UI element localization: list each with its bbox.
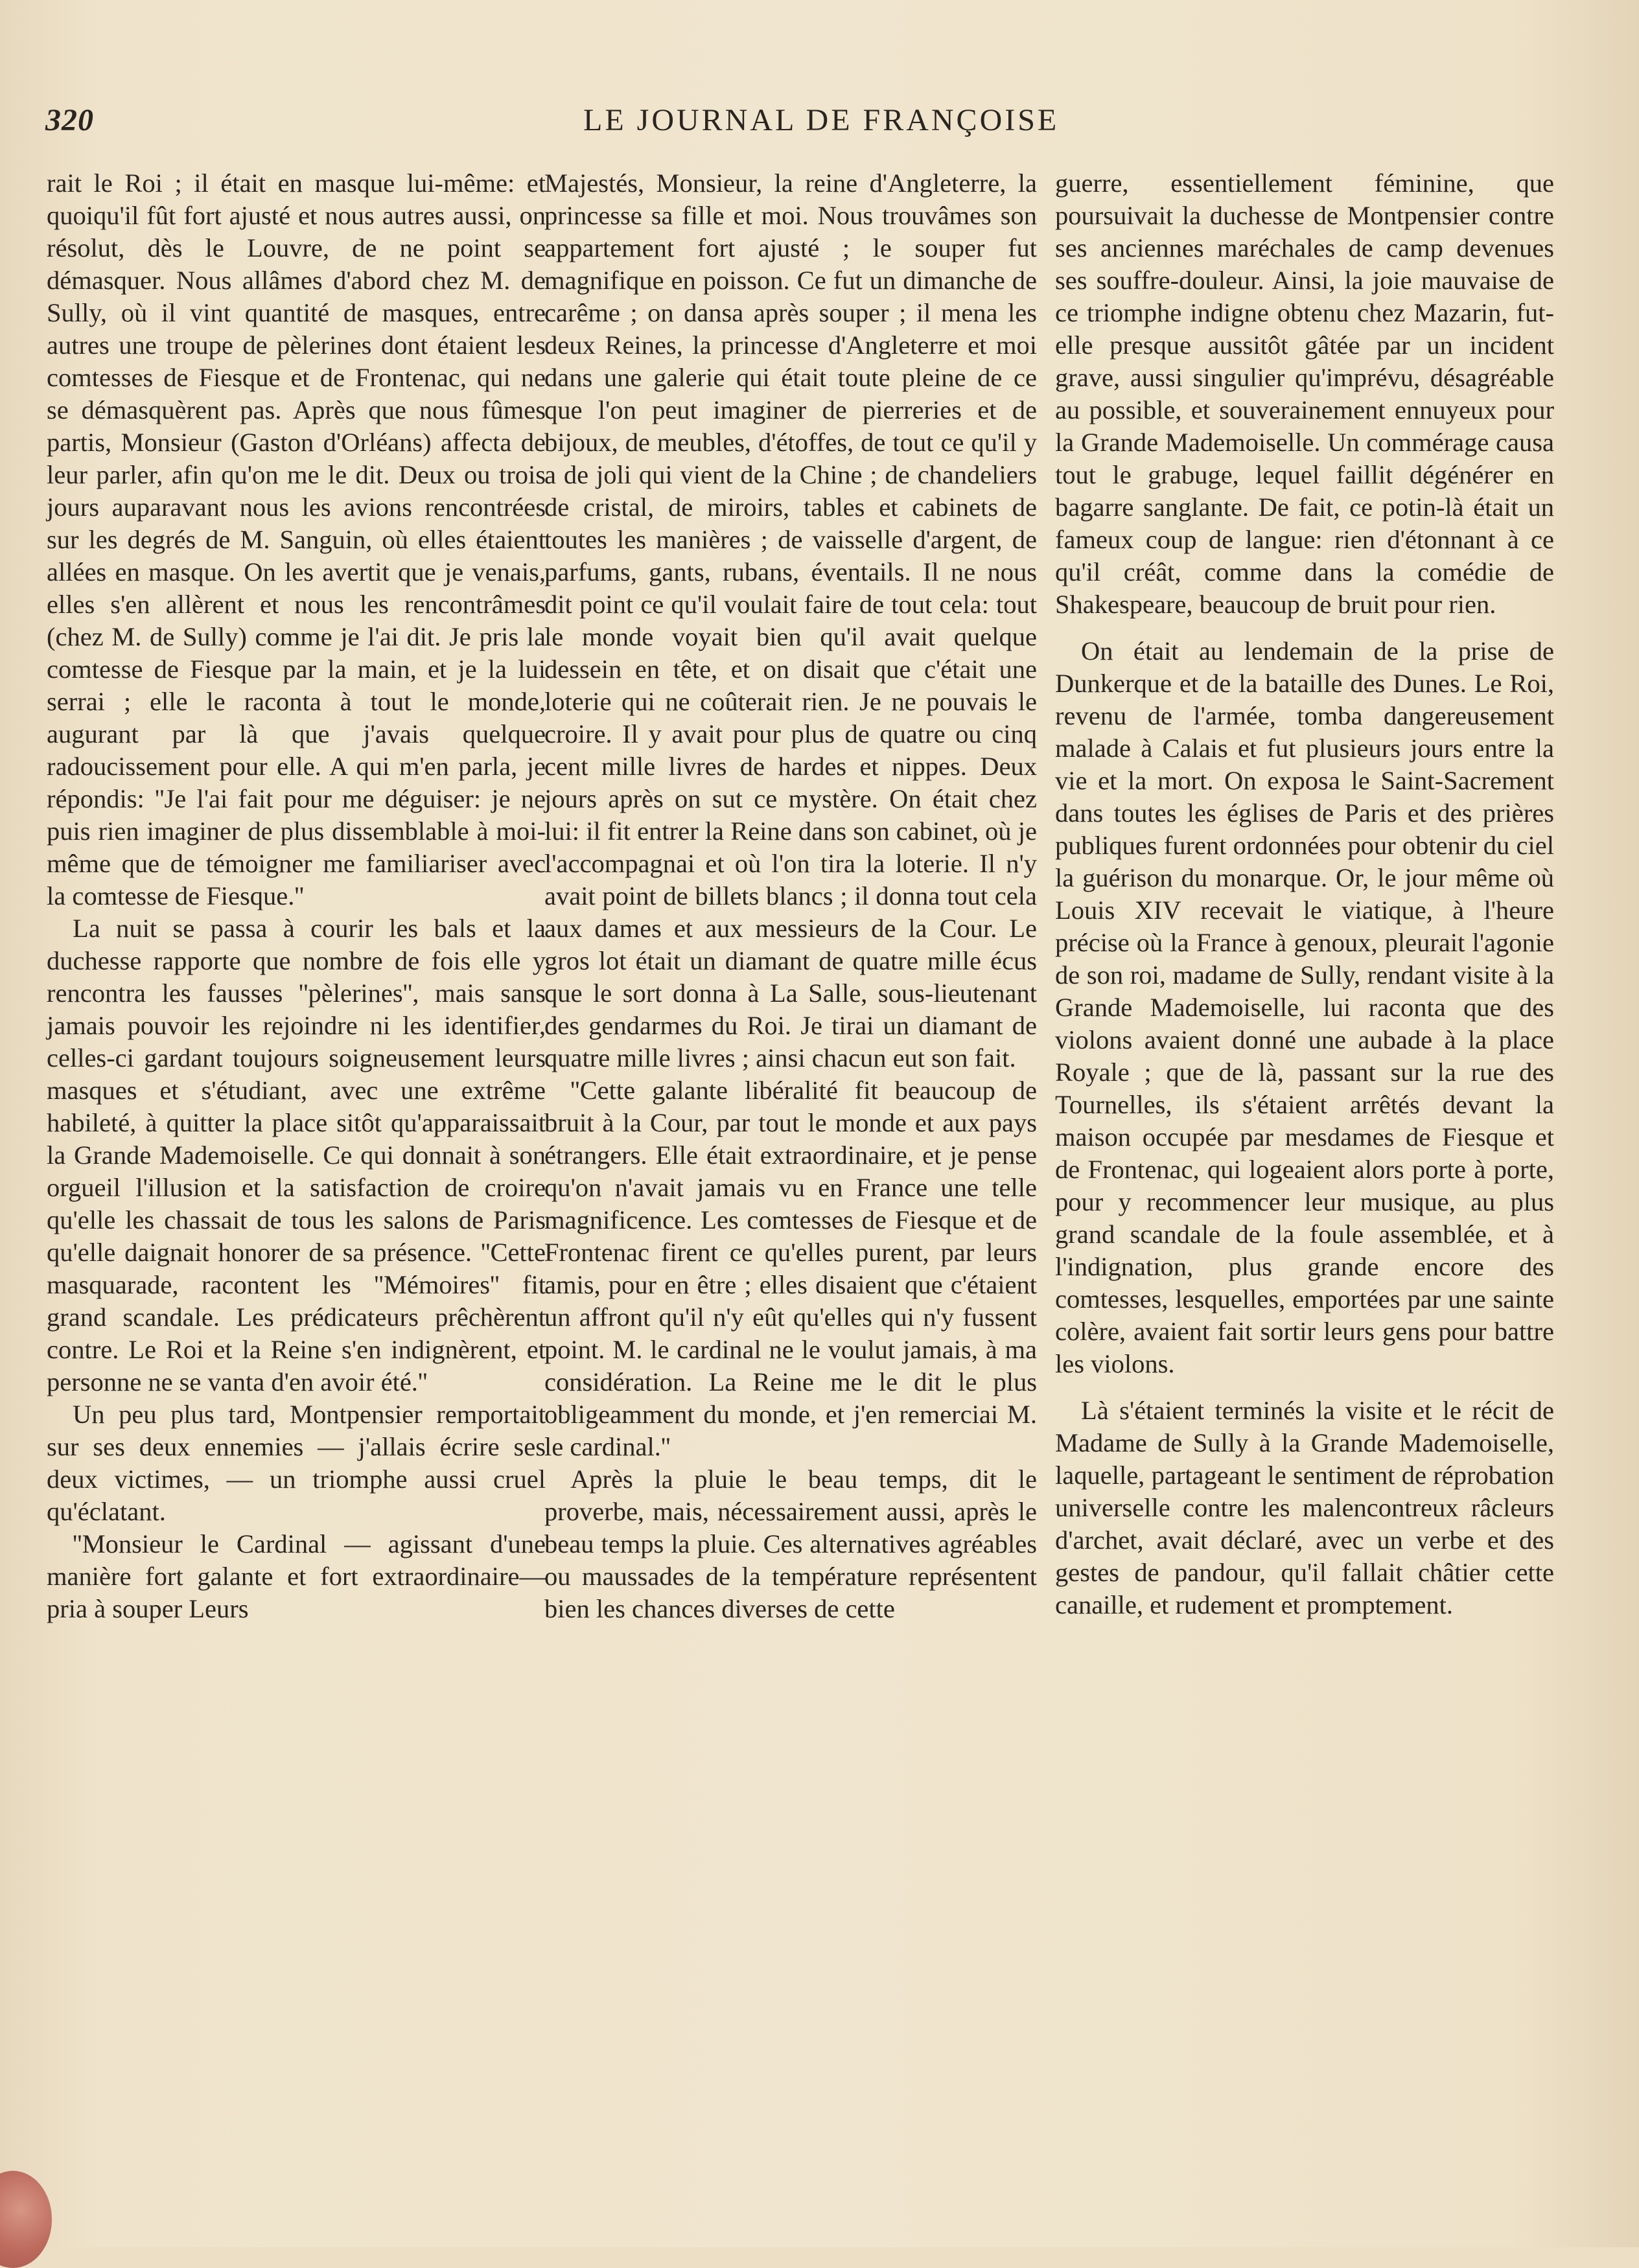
library-stamp-mark (0, 2171, 52, 2268)
paragraph: On était au lendemain de la prise de Dunkerque et de la bataille des Dunes. Le Roi, revenu de l'armée, tomba dangereusement malade à Calais et fut plusieurs jours entre la vie et la mort. On exposa le Saint-Sacrement dans toutes les églises de Paris et des prières publiques furent ordonnées pour obtenir du ciel la guérison du monarque. Or, le jour même où Louis XIV recevait le viatique, à l'heure précise où la France à genoux, pleurait l'agonie de son roi, madame de Sully, rendant visite à la Grande Mademoiselle, lui raconta que des violons avaient donné une aubade à la place Royale ; que de là, passant sur la rue des Tournelles, ils s'étaient arrêtés devant la maison occupée par mesdames de Fiesque et de Frontenac, qui logeaient alors porte à porte, pour y recommencer leur musique, au plus grand scandale de la foule assemblée, et à l'indignation, plus grande encore des comtesses, lesquelles, emportées par une sainte colère, avaient fait sortir leurs gens pour battre les violons. (1055, 636, 1554, 1378)
text-column-right (1055, 167, 1554, 1621)
paragraph: rait le Roi ; il était en masque lui-même: et quoiqu'il fût fort ajusté et nous autres aussi, on résolut, dès le Louvre, de ne point se démasquer. Nous allâmes d'abord chez M. de Sully, où il vint quantité de masques, entre autres une troupe de pèlerines dont étaient les comtesses de Fiesque et de Frontenac, qui ne se démasquèrent pas. Après que nous fûmes partis, Monsieur (Gaston d'Orléans) affecta de leur parler, afin qu'on me le dit. Deux ou trois jours auparavant nous les avions rencontrées sur les degrés de M. Sanguin, où elles étaient allées en masque. On les avertit que je venais, elles s'en allèrent et nous les rencontrâmes (chez M. de Sully) comme je l'ai dit. Je pris la comtesse de Fiesque par la main, et je la lui serrai ; elle le raconta à tout le monde, augurant par là que j'avais quelque radoucissement pour elle. A qui m'en parla, je répondis: ''Je l'ai fait pour me déguiser: je ne puis rien imaginer de plus dissemblable à moi-même que de témoigner me familiariser avec la comtesse de Fiesque.'' (47, 168, 546, 910)
paragraph: Après la pluie le beau temps, dit le proverbe, mais, nécessairement aussi, après le beau temps la pluie. Ces alternatives agréables ou maussades de la température représentent bien les chances diverses de cette (544, 1464, 1037, 1623)
text-column-middle (544, 167, 1037, 1625)
paragraph: Majestés, Monsieur, la reine d'Angleterre, la princesse sa fille et moi. Nous trouvâmes son appartement fort ajusté ; le souper fut magnifique en poisson. Ce fut un dimanche de carême ; on dansa après souper ; il mena les deux Reines, la princesse d'Angleterre et moi dans une galerie qui était toute pleine de ce que l'on peut imaginer de pierreries et de bijoux, de meubles, d'étoffes, de tout ce qu'il y a de joli qui vient de la Chine ; de chandeliers de cristal, de miroirs, tables et cabinets de toutes les manières ; de vaisselle d'argent, de parfums, gants, rubans, éventails. Il ne nous dit point ce qu'il voulait faire de tout cela: tout le monde voyait bien qu'il avait quelque dessein en tête, et on disait que c'était une loterie qui ne coûterait rien. Je ne pouvais le croire. Il y avait pour plus de quatre ou cinq cent mille livres de hardes et nippes. Deux jours après on sut ce mystère. On était chez lui: il fit entrer la Reine dans son cabinet, où je l'accompagnai et où l'on tira la loterie. Il n'y avait point de billets blancs ; il donna tout cela aux dames et aux messieurs de la Cour. Le gros lot était un diamant de quatre mille écus que le sort donna à La Salle, sous-lieutenant des gendarmes du Roi. Je tirai un diamant de quatre mille livres ; ainsi chacun eut son fait. (544, 168, 1037, 1072)
journal-title: LE JOURNAL DE FRANÇOISE (583, 103, 1060, 137)
paragraph: Un peu plus tard, Montpensier remportait sur ses deux ennemies — j'allais écrire ses deux victimes, — un triomphe aussi cruel qu'éclatant. (47, 1400, 546, 1526)
paragraph: Là s'étaient terminés la visite et le récit de Madame de Sully à la Grande Mademoiselle, laquelle, partageant le sentiment de réprobation universelle contre les malencontreux râcleurs d'archet, avait déclaré, avec un verbe et des gestes de pandour, qu'il fallait châtier cette canaille, et rudement et promptement. (1055, 1396, 1554, 1619)
paragraph: ''Cette galante libéralité fit beaucoup de bruit à la Cour, par tout le monde et aux pays étrangers. Elle était extraordinaire, et je pense qu'on n'avait jamais vu en France une telle magnificence. Les comtesses de Fiesque et de Frontenac firent ce qu'elles purent, par leurs amis, pour en être ; elles disaient que c'étaient un affront qu'il n'y eût qu'elles qui n'y fussent point. M. le cardinal ne le voulut jamais, à ma considération. La Reine me le dit le plus obligeamment du monde, et j'en remerciai M. le cardinal.'' (544, 1076, 1037, 1461)
paragraph: La nuit se passa à courir les bals et la duchesse rapporte que nombre de fois elle y rencontra les fausses ''pèlerines'', mais sans jamais pouvoir les rejoindre ni les identifier, celles-ci gardant toujours soigneusement leurs masques et s'étudiant, avec une extrême habileté, à quitter la place sitôt qu'apparaissait la Grande Mademoiselle. Ce qui donnait à son orgueil l'illusion et la satisfaction de croire qu'elle les chassait de tous les salons de Paris qu'elle daignait honorer de sa présence. ''Cette masquarade, racontent les ''Mémoires'' fit grand scandale. Les prédicateurs prêchèrent contre. Le Roi et la Reine s'en indignèrent, et personne ne se vanta d'en avoir été.'' (47, 914, 546, 1396)
running-header (45, 97, 1555, 136)
paragraph: ''Monsieur le Cardinal — agissant d'une manière fort galante et fort extraordinaire—pria à souper Leurs (47, 1529, 546, 1623)
page-number: 320 (45, 103, 94, 137)
text-column-left (47, 167, 546, 1625)
paragraph: guerre, essentiellement féminine, que poursuivait la duchesse de Montpensier contre ses anciennes maréchales de camp devenues ses souffre-douleur. Ainsi, la joie mauvaise de ce triomphe indigne obtenu chez Mazarin, fut-elle presque aussitôt gâtée par un incident grave, aussi singulier qu'imprévu, désagréable au possible, et souverainement ennuyeux pour la Grande Mademoiselle. Un commérage causa tout le grabuge, lequel faillit dégénérer en bagarre sanglante. De fait, ce potin-là était un fameux coup de langue: rien d'étonnant à ce qu'il créât, comme dans la comédie de Shakespeare, beaucoup de bruit pour rien. (1055, 168, 1554, 619)
